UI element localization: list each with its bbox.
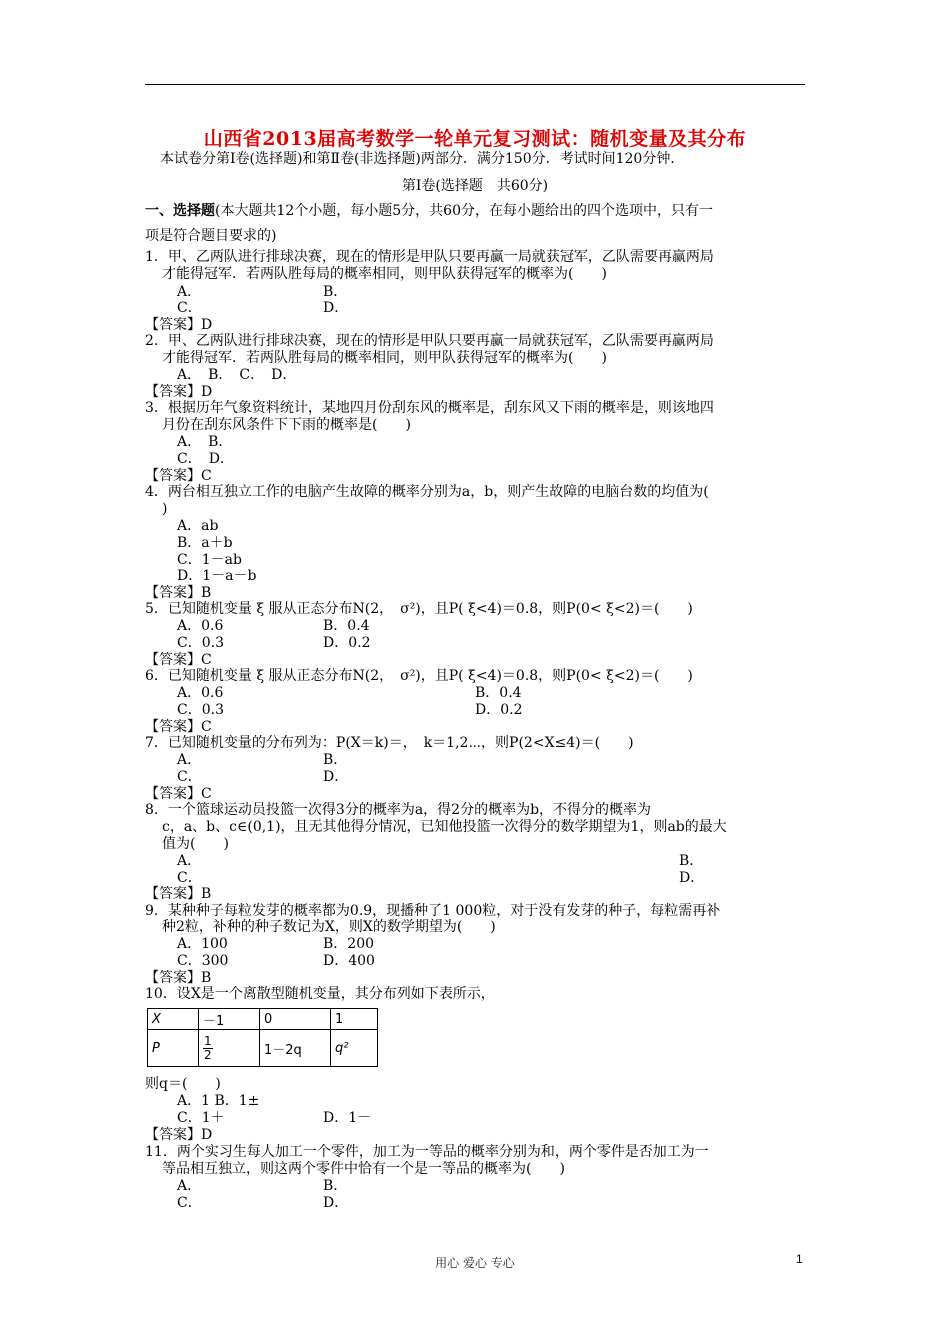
section-desc: (本大题共12个小题，每小题5分，共60分，在每小题给出的四个选项中，只有一 [215,203,713,219]
q7-option-d: D． [323,769,349,785]
table-cell: 1－2q [260,1030,331,1067]
q9-option-d: D．400 [323,953,375,969]
q1-line2: 才能得冠军．若两队胜每局的概率相同，则甲队获得冠军的概率为( ) [162,266,607,282]
q3-options-ab: A． B． [177,434,233,450]
q6-option-d: D．0.2 [475,702,523,718]
q8-line3: 值为( ) [162,836,229,852]
q1-option-d: D． [323,300,349,316]
table-cell: q² [331,1030,378,1067]
q5-option-a: A．0.6 [177,618,224,634]
q9-line2: 种2粒，补种的种子数记为X，则X的数学期望为( ) [162,919,496,935]
q10-option-c: C．1＋ [177,1110,225,1126]
q8-option-d: D． [679,870,705,886]
q6-answer: 【答案】C [145,719,212,735]
q7-option-c: C． [177,769,202,785]
q1-option-a: A． [177,284,202,300]
table-cell: －1 [199,1009,260,1030]
q10-line1: 10．设X是一个离散型随机变量，其分布列如下表所示， [145,986,495,1002]
q11-line2: 等品相互独立，则这两个零件中恰有一个是一等品的概率为( ) [162,1161,565,1177]
q4-line1: 4．两台相互独立工作的电脑产生故障的概率分别为a，b，则产生故障的电脑台数的均值为( [145,484,709,500]
q4-answer: 【答案】B [145,585,212,601]
q4-option-d: D．1－a－b [177,568,257,584]
q10-option-d: D．1－ [323,1110,372,1126]
q9-option-a: A．100 [177,936,228,952]
q11-option-c: C． [177,1195,202,1211]
q8-option-a: A． [177,853,202,869]
q5-answer: 【答案】C [145,652,212,668]
fraction-numerator: 1 [204,1033,212,1048]
q7-option-a: A． [177,752,202,768]
q7-answer: 【答案】C [145,786,212,802]
q10-answer: 【答案】D [145,1127,213,1143]
q1-line1: 1．甲、乙两队进行排球决赛，现在的情形是甲队只要再赢一局就获冠军，乙队需要再赢两局 [145,249,714,265]
page-footer: 用心 爱心 专心 [435,1256,515,1270]
q3-line2: 月份在刮东风条件下下雨的概率是( ) [162,417,411,433]
q7-line1: 7．已知随机变量的分布列为：P(X＝k)＝， k＝1,2⋯，则P(2<X≤4)＝( ) [145,735,634,751]
q6-option-a: A．0.6 [177,685,224,701]
q1-option-c: C． [177,300,202,316]
table-cell: P [148,1030,199,1067]
q8-answer: 【答案】B [145,886,212,902]
intro-text: 本试卷分第Ⅰ卷(选择题)和第Ⅱ卷(非选择题)两部分．满分150分．考试时间120分钟． [160,151,685,167]
q10-options-ab: A．1 B．1± [177,1093,260,1109]
q8-option-c: C． [177,870,202,886]
q11-option-b: B． [323,1178,348,1194]
q9-option-c: C．300 [177,953,229,969]
q4-option-a: A．ab [177,518,219,534]
q1-answer: 【答案】D [145,317,213,333]
q6-option-c: C．0.3 [177,702,224,718]
q2-options: A． B． C． D． [177,367,297,383]
page-number: 1 [796,1252,803,1266]
q2-line2: 才能得冠军．若两队胜每局的概率相同，则甲队获得冠军的概率为( ) [162,350,607,366]
q8-line2: c，a、b、c∈(0,1)，且无其他得分情况，已知他投篮一次得分的数学期望为1，则ab的最大 [162,819,727,835]
section-label: 一、选择题 [145,203,215,219]
table-cell: 1 [331,1009,378,1030]
q11-option-a: A． [177,1178,202,1194]
q10-line2: 则q＝( ) [145,1076,221,1092]
q2-line1: 2．甲、乙两队进行排球决赛，现在的情形是甲队只要再赢一局就获冠军，乙队需要再赢两局 [145,333,714,349]
q4-option-c: C．1－ab [177,552,242,568]
q9-option-b: B．200 [323,936,375,952]
q3-line1: 3．根据历年气象资料统计，某地四月份刮东风的概率是，刮东风又下雨的概率是，则该地四 [145,400,714,416]
q11-line1: 11．两个实习生每人加工一个零件，加工为一等品的概率分别为和，两个零件是否加工为一 [145,1144,709,1160]
table-row [148,1009,378,1030]
q3-answer: 【答案】C [145,468,212,484]
q5-option-b: B．0.4 [323,618,370,634]
section-heading [145,203,713,220]
q8-option-b: B． [679,853,704,869]
q11-option-d: D． [323,1195,349,1211]
q5-line1: 5．已知随机变量 ξ 服从正态分布N(2， σ²)，且P( ξ<4)＝0.8，则P(0< ξ<2)＝( ) [145,601,693,617]
q2-answer: 【答案】D [145,384,213,400]
table-cell: X [148,1009,199,1030]
q6-line1: 6．已知随机变量 ξ 服从正态分布N(2， σ²)，且P( ξ<4)＝0.8，则P(0< ξ<2)＝( ) [145,668,693,684]
table-row [148,1030,378,1067]
q3-options-cd: C． D． [177,451,234,467]
table-cell [199,1030,260,1067]
q4-line2: ) [162,501,168,517]
q9-answer: 【答案】B [145,970,212,986]
page-title: 山西省2013届高考数学一轮单元复习测试：随机变量及其分布 [203,128,747,150]
fraction-denominator: 2 [204,1047,212,1062]
q8-line1: 8．一个篮球运动员投篮一次得3分的概率为a，得2分的概率为b，不得分的概率为 [145,802,652,818]
table-cell: 0 [260,1009,331,1030]
q4-option-b: B．a＋b [177,535,233,551]
q5-option-d: D．0.2 [323,635,371,651]
fraction [203,1035,213,1062]
part-heading: 第Ⅰ卷(选择题 共60分) [401,178,549,194]
q5-option-c: C．0.3 [177,635,224,651]
distribution-table [147,1008,378,1067]
q1-option-b: B． [323,284,348,300]
q6-option-b: B．0.4 [475,685,522,701]
header-rule [145,84,805,85]
q7-option-b: B． [323,752,348,768]
section-desc-2: 项是符合题目要求的) [145,228,277,244]
q9-line1: 9．某种种子每粒发芽的概率都为0.9，现播种了1 000粒，对于没有发芽的种子，每粒需再补 [145,903,721,919]
